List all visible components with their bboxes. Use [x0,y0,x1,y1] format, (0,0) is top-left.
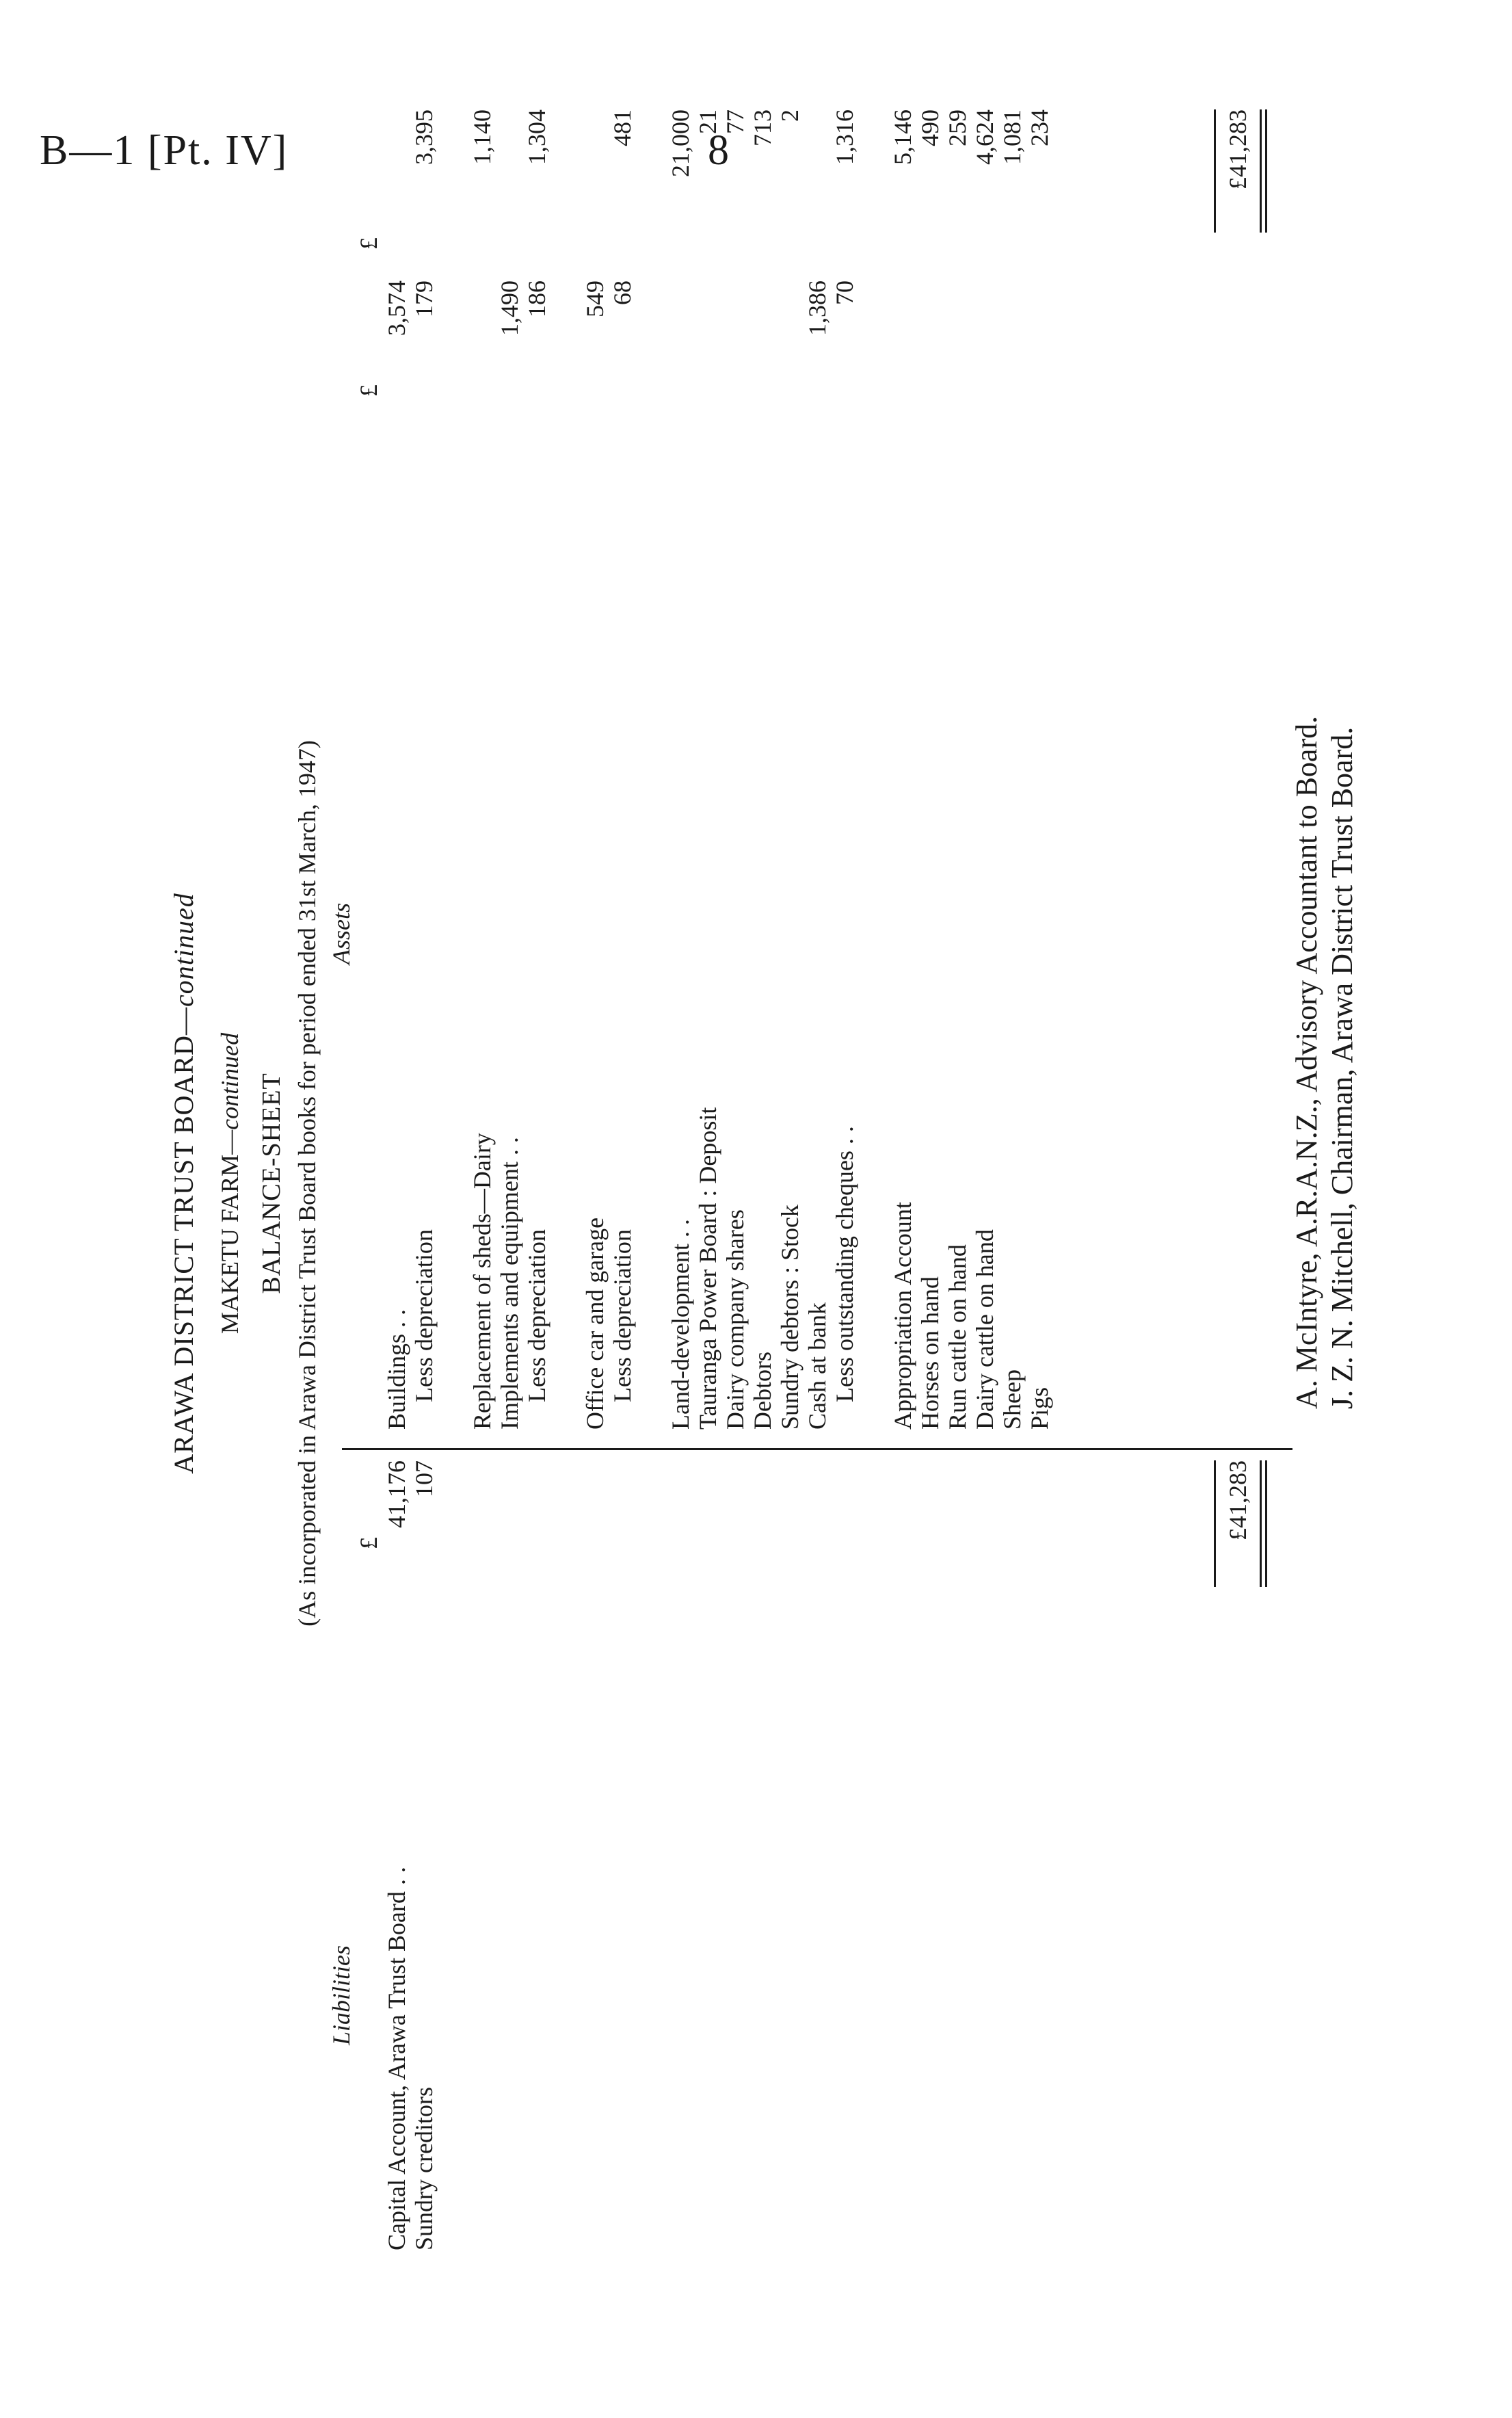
asset-row [721,109,749,1430]
asset-row [971,109,998,1430]
liability-row [410,1460,438,2250]
asset-label: Less depreciation [523,1229,551,1402]
asset-label: Less outstanding cheques . . [831,1126,858,1402]
farm-title [215,75,244,2291]
asset-label: Debtors [749,1352,776,1430]
asset-outer-amount: 3,395 [410,109,438,165]
asset-outer-amount: 1,304 [523,109,551,165]
asset-inner-amount: 179 [410,280,438,317]
liability-row [383,1460,410,2250]
asset-label: Land-development . . [667,1219,694,1430]
asset-label: Less depreciation [410,1229,438,1402]
asset-row [889,109,916,1430]
assets-currency-col1: £ [355,384,382,397]
asset-label: Dairy company shares [721,1209,749,1430]
asset-inner-amount: 186 [523,280,551,317]
asset-inner-amount: 1,386 [804,280,831,336]
asset-label: Replacement of sheds—Dairy [468,1133,496,1430]
assets-total [1224,109,1251,233]
asset-row [831,109,858,1402]
assets-total-rule-top [1214,109,1216,233]
asset-row [749,109,776,1430]
asset-outer-amount: 234 [1026,109,1053,146]
asset-row [944,109,971,1430]
liability-label: Sundry creditors [410,2087,438,2250]
asset-outer-amount: 77 [721,109,749,134]
board-title-text: ARAWA DISTRICT TRUST BOARD— [168,1006,199,1474]
asset-label: Office car and garage [581,1217,609,1430]
asset-row [998,109,1026,1430]
asset-label: Run cattle on hand [944,1244,971,1430]
asset-outer-amount: 5,146 [889,109,916,165]
asset-outer-amount: 4,624 [971,109,998,165]
liability-amount: 41,176 [383,1460,410,1528]
page-number: 8 [708,127,729,174]
asset-outer-amount: 2 [776,109,804,122]
asset-row [523,109,551,1402]
signature-chairman: J. Z. N. Mitchell, Chairman, Arawa District Trust Board. [1325,726,1359,1409]
asset-label: Sundry debtors : Stock [776,1205,804,1430]
sheet-subtitle: (As incorporated in Arawa District Trust Board books for period ended 31st March, 1947) [293,740,321,1627]
asset-label: Implements and equipment . . [496,1137,523,1430]
liabilities-total [1224,1460,1251,1587]
asset-label: Sheep [998,1369,1026,1430]
asset-label: Cash at bank [804,1302,831,1430]
assets-total-value: £41,283 [1224,109,1251,189]
liability-amount: 107 [410,1460,438,1497]
page-reference: B—1 [Pt. IV] [40,127,289,174]
asset-row [383,109,410,1430]
liabilities-total-rule-bottom [1260,1460,1262,1587]
asset-label: Dairy cattle on hand [971,1229,998,1430]
asset-label: Appropriation Account [889,1202,916,1430]
board-title-continued: continued [168,893,199,1007]
asset-row [410,109,438,1402]
liabilities-total-rule-double [1265,1460,1267,1587]
asset-inner-amount: 549 [581,280,609,317]
farm-title-continued: continued [216,1032,243,1130]
asset-row [804,109,831,1430]
liabilities-total-value: £41,283 [1224,1460,1251,1540]
balance-sheet-rotated [137,75,1359,2291]
asset-inner-amount: 3,574 [383,280,410,336]
asset-inner-amount: 1,490 [496,280,523,336]
asset-outer-amount: 1,081 [998,109,1026,165]
asset-inner-amount: 68 [609,280,636,305]
asset-label: Tauranga Power Board : Deposit [694,1107,721,1430]
asset-label: Less depreciation [609,1229,636,1402]
asset-row [609,109,636,1402]
asset-outer-amount: 1,316 [831,109,858,165]
asset-label: Horses on hand [916,1276,944,1430]
liabilities-currency: £ [355,1537,382,1549]
assets-heading: Assets [328,903,355,964]
asset-label: Pigs [1026,1387,1053,1430]
sheet-title: BALANCE-SHEET [257,1073,286,1294]
asset-row [1026,109,1053,1430]
liabilities-heading: Liabilities [328,1945,355,2045]
asset-row [694,109,721,1430]
asset-row [496,109,523,1430]
asset-outer-amount: 21 [694,109,721,134]
column-divider [342,1448,1292,1450]
asset-outer-amount: 1,140 [468,109,496,165]
asset-row [776,109,804,1430]
signature-accountant: A. McIntyre, A.R.A.N.Z., Advisory Accountant to Board. [1290,715,1323,1409]
asset-outer-amount: 259 [944,109,971,146]
liability-label: Capital Account, Arawa Trust Board . . [383,1867,410,2250]
board-title [168,75,200,2291]
farm-title-text: MAKETU FARM— [216,1129,243,1335]
assets-currency-col2: £ [355,237,382,250]
asset-row [581,109,609,1430]
asset-row [916,109,944,1430]
asset-outer-amount: 713 [749,109,776,146]
liabilities-total-rule-top [1214,1460,1216,1587]
asset-outer-amount: 490 [916,109,944,146]
asset-row [468,109,496,1430]
asset-outer-amount: 21,000 [667,109,694,177]
asset-row [667,109,694,1430]
asset-inner-amount: 70 [831,280,858,305]
assets-total-rule-double [1265,109,1267,233]
assets-total-rule-bottom [1260,109,1262,233]
asset-label: Buildings . . [383,1309,410,1430]
asset-outer-amount: 481 [609,109,636,146]
